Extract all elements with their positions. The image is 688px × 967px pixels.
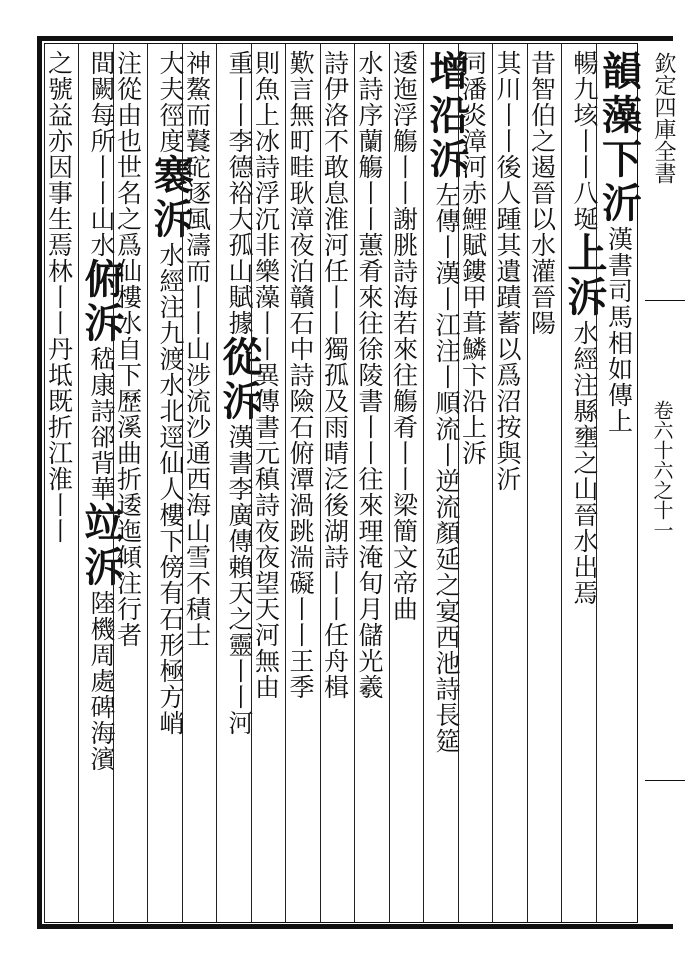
text-run: 漢書司馬相如傳上: [604, 226, 634, 434]
text-run: 間闕每所丨丨山水: [87, 50, 116, 258]
text-column: [78, 50, 124, 772]
text-run: 重丨丨李德裕大孤山賦據: [225, 50, 254, 336]
headword: 下沂: [595, 138, 642, 226]
headword: 韻藻: [595, 50, 642, 138]
text-run: 陸機周處碑海濱: [87, 590, 116, 772]
headword: 增沿泝: [423, 50, 469, 182]
text-run: 則魚上冰詩浮沉非樂藻丨丨異傳書元稹詩夜夜望天河無由: [251, 50, 281, 700]
text-column: [527, 50, 557, 336]
text-run: 逶迤浮觴丨丨謝朓詩海若來往觴肴丨丨梁簡文帝曲: [389, 50, 419, 622]
headword: 竝泝: [78, 502, 124, 590]
text-column: [147, 50, 193, 736]
text-column: [288, 50, 313, 700]
text-run: 漢書李廣傳賴天之靈丨丨河: [225, 424, 254, 736]
text-run: 歎言無町畦耿漳夜泊贛石中詩險石俯潭渦跳湍礙丨丨王季: [286, 50, 315, 700]
column-rule: [596, 44, 597, 922]
text-run: 大夫徑度: [156, 50, 185, 154]
fold-line-bottom: [645, 780, 685, 781]
text-run: 暢九垓: [570, 50, 599, 128]
column-rule: [216, 44, 217, 922]
text-run: 之號益亦因事生焉: [44, 50, 74, 258]
text-run: 世名之爲仙樓水自下歷溪曲折逶迤傾注行者: [113, 154, 143, 648]
text-run: 丨丨: [570, 128, 599, 180]
headword: 泝: [561, 276, 607, 320]
headword: 從泝: [216, 336, 262, 424]
text-run: 水詩序蘭觴丨丨蕙肴來往徐陵書丨丨往來理淹旬月儲光羲: [355, 50, 384, 700]
text-run: 八埏: [570, 180, 599, 232]
column-rule: [44, 44, 45, 922]
column-rule: [147, 44, 148, 922]
text-run: 左傳丨漢丨江注丨順流丨逆流顏延之宴西池詩長筵: [432, 182, 461, 754]
text-run: 昔智伯之遏晉以水灌晉陽: [527, 50, 557, 336]
column-rule: [561, 44, 562, 922]
fold-line-top: [645, 300, 685, 301]
margin-volume: 卷六十六之十一: [650, 400, 674, 540]
column-rule: [527, 44, 528, 922]
text-column: [216, 50, 262, 736]
column-rule: [320, 44, 321, 922]
text-run: 同潘炎漳河赤鯉賦鏤甲葺鱗卞沿上泝: [458, 50, 488, 466]
column-rule: [113, 44, 114, 922]
column-rule: [78, 44, 79, 922]
column-rule: [251, 44, 252, 922]
headword: 上: [561, 232, 607, 276]
text-column: [423, 50, 469, 754]
margin-title: 欽定四庫全書: [651, 52, 676, 184]
text-column: [389, 50, 419, 622]
column-rule: [182, 44, 183, 922]
headword: 褰泝: [147, 154, 193, 242]
column-rule: [389, 44, 390, 922]
text-column: [561, 50, 607, 606]
text-run: 詩伊洛不敢息淮河任丨丨獨孤及雨晴泛後湖詩丨丨任舟楫: [320, 50, 350, 700]
column-rule: [423, 44, 424, 922]
column-rule: [285, 44, 286, 922]
text-column: [44, 50, 74, 544]
text-run: 水經注九渡水北逕仙人樓下傍有石形極方峭: [156, 242, 185, 736]
text-run: 注從由也: [113, 50, 143, 154]
text-run: 山涉流沙通西海山雪不積士: [182, 336, 212, 648]
headword: 俯泝: [78, 258, 124, 346]
text-run: 水經注縣壅之山晉水出焉: [570, 320, 599, 606]
text-column: [320, 50, 350, 700]
column-rule: [492, 44, 493, 922]
text-run: 其川丨丨後人踵其遺蹟蓄以爲沼按與沂: [493, 50, 522, 492]
text-column: [357, 50, 382, 700]
column-rule: [458, 44, 459, 922]
text-run: 林丨丨丹坻: [44, 258, 74, 388]
column-rule: [354, 44, 355, 922]
text-run: 嵇康詩郤背華: [87, 346, 116, 502]
text-run: 既折江淮丨丨: [44, 388, 74, 544]
text-run: 神鰲而鼚砣逐風濤而丨丨: [182, 50, 212, 336]
text-column: [495, 50, 520, 492]
